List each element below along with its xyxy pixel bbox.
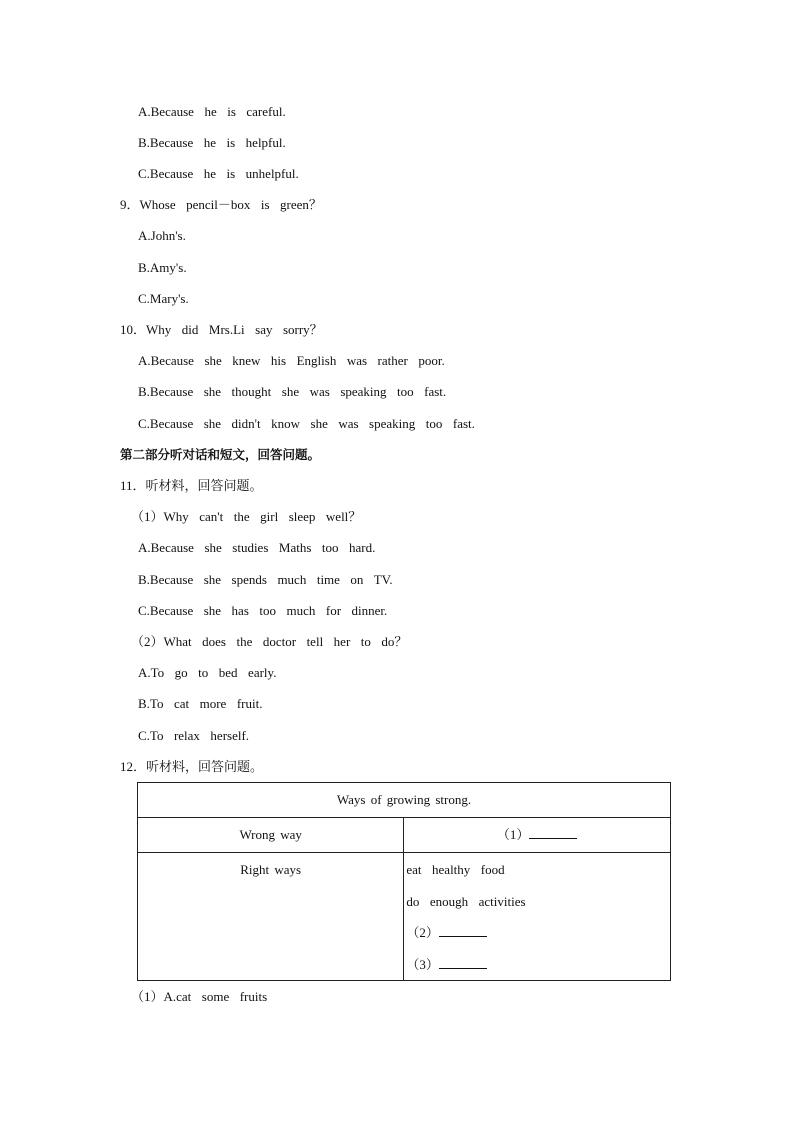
blank-2-label: （2） — [406, 925, 439, 940]
q11-sub1-option-b: B.Because she spends much time on TV. — [138, 572, 393, 587]
q9-option-a: A.John's. — [138, 228, 186, 243]
q11-sub1-option-c: C.Because she has too much for dinner. — [138, 603, 388, 618]
q10-question: 10．Why did Mrs.Li say sorry？ — [120, 322, 323, 337]
q11-question: 11．听材料，回答问题。 — [120, 478, 263, 493]
section-2-title: 第二部分听对话和短文，回答问题。 — [120, 447, 321, 462]
blank-3-label: （3） — [406, 956, 439, 972]
table-title: Ways of growing strong. — [138, 783, 671, 818]
blank-3-line — [439, 955, 487, 969]
blank-2-line — [439, 923, 487, 937]
right-way-blank-2 — [404, 916, 670, 948]
q11-sub2-option-b: B.To cat more fruit. — [138, 696, 263, 711]
blank-1-line — [529, 825, 577, 839]
q11-sub2: （2）What does the doctor tell her to do？ — [131, 634, 408, 649]
right-ways-list — [404, 853, 671, 981]
q11-sub1: （1）Why can't the girl sleep well？ — [131, 509, 362, 524]
right-ways-label: Right ways — [138, 853, 404, 981]
q8-option-b: B.Because he is helpful. — [138, 135, 286, 150]
right-way-item: eat healthy food — [406, 862, 505, 877]
q10-option-c: C.Because she didn't know she was speaking too fast. — [138, 416, 475, 431]
q12-answer-option: （1）A.cat some fruits — [131, 989, 268, 1004]
q12-question: 12．听材料，回答问题。 — [120, 759, 264, 774]
q9-option-c: C.Mary's. — [138, 291, 189, 306]
right-way-item: do enough activities — [406, 893, 526, 909]
q8-option-a: A.Because he is careful. — [138, 104, 286, 119]
q12-table — [137, 782, 671, 981]
right-way-blank-3 — [404, 948, 670, 980]
q11-sub2-option-c: C.To relax herself. — [138, 728, 250, 743]
q9-question: 9．Whose pencil－box is green？ — [120, 197, 322, 212]
q10-option-b: B.Because she thought she was speaking too fast. — [138, 384, 447, 399]
wrong-way-label: Wrong way — [138, 818, 404, 853]
q10-option-a: A.Because she knew his English was rather poor. — [138, 353, 445, 368]
q11-sub2-option-a: A.To go to bed early. — [138, 665, 277, 680]
q8-option-c: C.Because he is unhelpful. — [138, 166, 299, 181]
q11-sub1-option-a: A.Because she studies Maths too hard. — [138, 540, 376, 555]
wrong-way-answer-cell — [404, 818, 671, 853]
q9-option-b: B.Amy's. — [138, 260, 187, 275]
blank-1-label: （1） — [496, 827, 530, 842]
